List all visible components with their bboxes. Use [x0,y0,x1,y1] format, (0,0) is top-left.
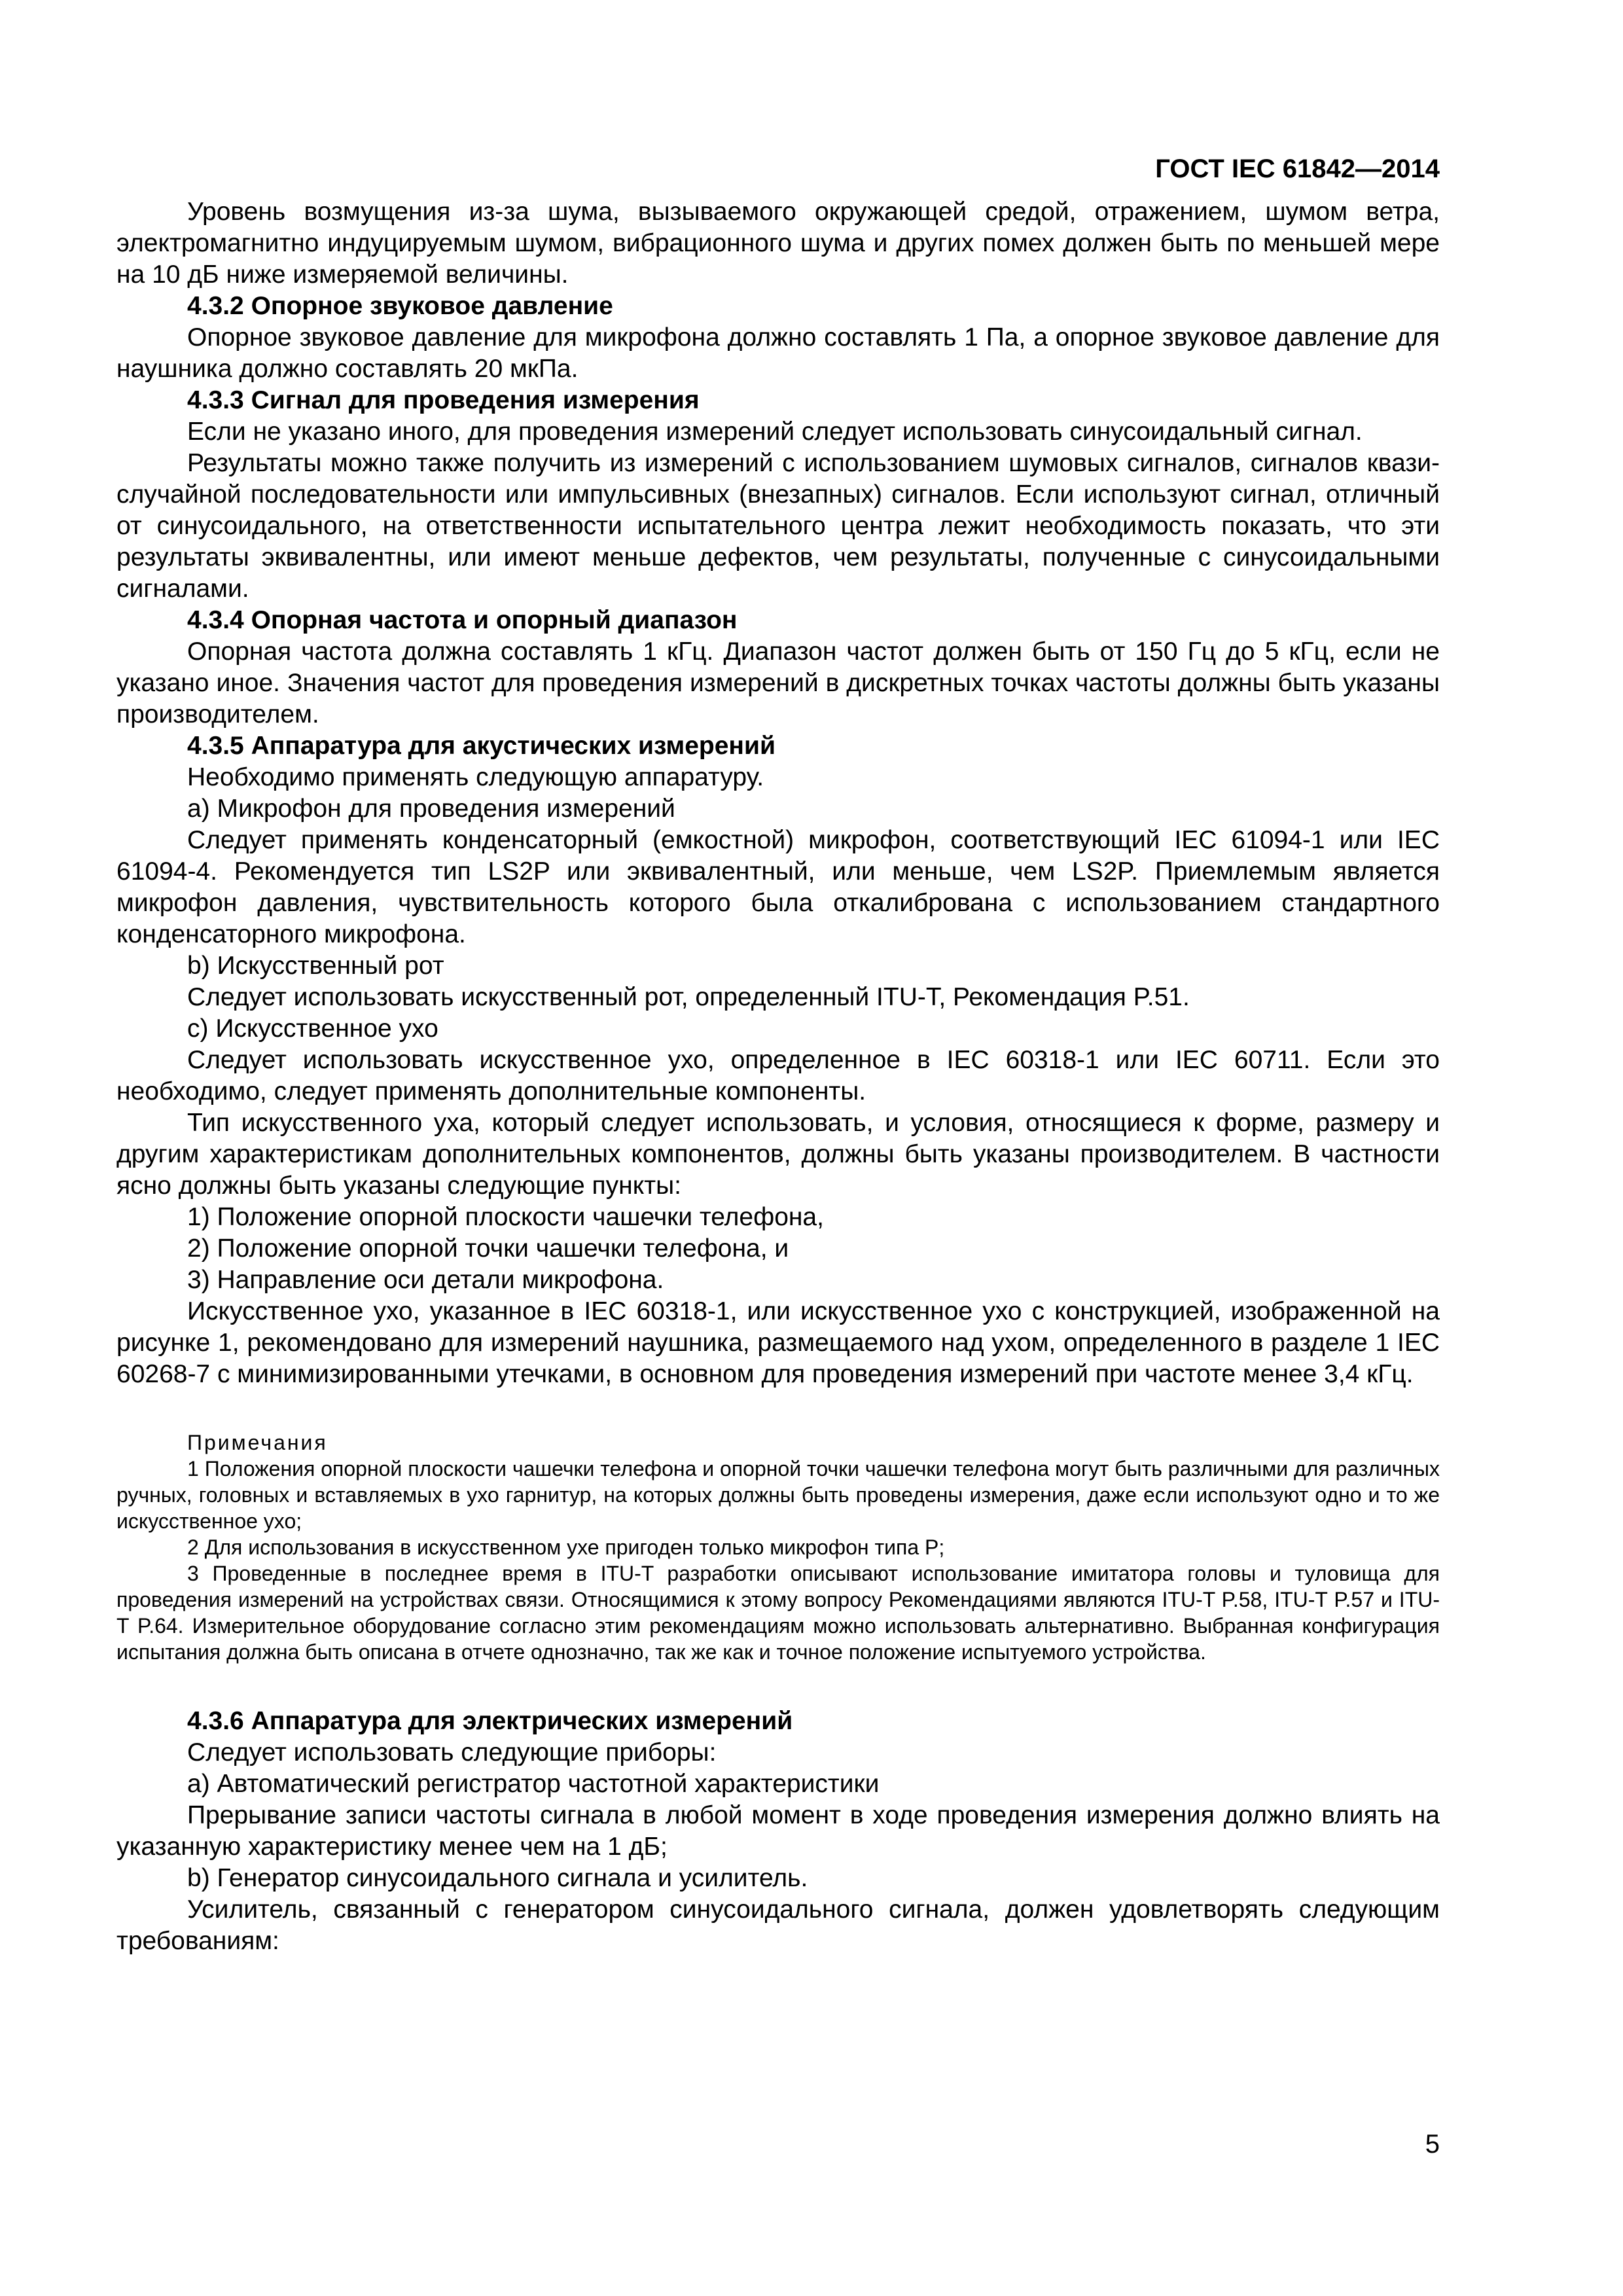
note-3: 3 Проведенные в последнее время в ITU-T разработки описывают использование имитатора головы и туловища для проведения измерений на устройствах связи. Относящимися к этому вопросу Рекомендациями являются ITU-T P.58, ITU-T P.57 и ITU-T P.64. Измерительное оборудование согласно этим рекомендациям можно использовать альтернативно. Выбранная конфигурация испытания должна быть описана в отчете однозначно, так же как и точное положение испытуемого устройства. [116,1562,1440,1664]
document-page [116,0,1440,2296]
paragraph-sinusoidal-signal: Если не указано иного, для проведения измерений следует использовать синусоидальный сигнал. [187,418,1363,446]
notes-block [116,1429,1440,1665]
heading-4-3-6: 4.3.6 Аппаратура для электрических измерений [187,1707,793,1735]
heading-4-3-4: 4.3.4 Опорная частота и опорный диапазон [187,606,738,634]
list-item-recorder: a) Автоматический регистратор частотной характеристики [187,1770,880,1798]
list-item-generator: b) Генератор синусоидального сигнала и усилитель. [187,1864,808,1892]
note-2: 2 Для использования в искусственном ухе пригоден только микрофон типа P; [187,1535,945,1559]
page-content [116,196,1440,1957]
notes-heading: Примечания [187,1431,328,1454]
paragraph-reference-frequency: Опорная частота должна составлять 1 кГц. Диапазон частот должен быть от 150 Гц до 5 кГц, если не указано иное. Значения частот для проведения измерений в дискретных точках частоты должны быть указаны производителем. [116,637,1440,728]
paragraph-ear-recommendation: Искусственное ухо, указанное в IEC 60318-1, или искусственное ухо с конструкцией, изображенной на рисунке 1, рекомендовано для измерений наушника, размещаемого над ухом, определенного в разделе 1 IEC 60268-7 с минимизированными утечками, в основном для проведения измерений при частоте менее 3,4 кГц. [116,1297,1440,1388]
heading-4-3-3: 4.3.3 Сигнал для проведения измерения [187,386,700,414]
paragraph-noise-level: Уровень возмущения из-за шума, вызываемого окружающей средой, отражением, шумом ветра, электромагнитно индуцируемым шумом, вибрационного шума и других помех должен быть по меньшей мере на 10 дБ ниже измеряемой величины. [116,198,1440,289]
paragraph-amplifier: Усилитель, связанный с генератором синусоидального сигнала, должен удовлетворять следующим требованиям: [116,1895,1440,1955]
paragraph-instruments-intro: Следует использовать следующие приборы: [187,1738,717,1767]
list-item-artificial-ear: c) Искусственное ухо [187,1014,438,1043]
list-item-point-3: 3) Направление оси детали микрофона. [187,1266,664,1294]
paragraph-recorder: Прерывание записи частоты сигнала в любой момент в ходе проведения измерения должно влиять на указанную характеристику менее чем на 1 дБ; [116,1801,1440,1861]
paragraph-artificial-ear: Следует использовать искусственное ухо, определенное в IEC 60318-1 или IEC 60711. Если это необходимо, следует применять дополнительные компоненты. [116,1046,1440,1105]
standard-code-header: ГОСТ IEC 61842—2014 [1155,154,1440,183]
heading-4-3-2: 4.3.2 Опорное звуковое давление [187,292,613,320]
page-number: 5 [1425,2130,1440,2159]
paragraph-equipment-intro: Необходимо применять следующую аппаратуру. [187,763,764,791]
paragraph-alternative-signals: Результаты можно также получить из измерений с использованием шумовых сигналов, сигналов квази-случайной последовательности или импульсивных (внезапных) сигналов. Если используют сигнал, отличный от синусоидального, на ответственности испытательного центра лежит необходимость показать, что эти результаты эквивалентны, или имеют меньше дефектов, чем результаты, полученные с синусоидальными сигналами. [116,449,1440,603]
heading-4-3-5: 4.3.5 Аппаратура для акустических измерений [187,732,776,760]
list-item-point-2: 2) Положение опорной точки чашечки телефона, и [187,1234,789,1263]
paragraph-artificial-mouth: Следует использовать искусственный рот, определенный ITU-T, Рекомендация P.51. [187,983,1190,1011]
paragraph-ear-type: Тип искусственного уха, который следует использовать, и условия, относящиеся к форме, размеру и другим характеристикам дополнительных компонентов, должны быть указаны производителем. В частности ясно должны быть указаны следующие пункты: [116,1109,1440,1200]
list-item-microphone: a) Микрофон для проведения измерений [187,795,675,823]
paragraph-reference-pressure: Опорное звуковое давление для микрофона должно составлять 1 Па, а опорное звуковое давление для наушника должно составлять 20 мкПа. [116,323,1440,383]
list-item-point-1: 1) Положение опорной плоскости чашечки телефона, [187,1203,824,1231]
list-item-artificial-mouth: b) Искусственный рот [187,952,444,980]
paragraph-microphone: Следует применять конденсаторный (емкостной) микрофон, соответствующий IEC 61094-1 или IEC 61094-4. Рекомендуется тип LS2P или эквивалентный, или меньше, чем LS2P. Приемлемым является микрофон давления, чувствительность которого была откалибрована с использованием стандартного конденсаторного микрофона. [116,826,1440,948]
note-1: 1 Положения опорной плоскости чашечки телефона и опорной точки чашечки телефона могут быть различными для различных ручных, головных и вставляемых в ухо гарнитур, на которых должны быть проведены измерения, даже если используют одно и то же искусственное ухо; [116,1457,1440,1533]
